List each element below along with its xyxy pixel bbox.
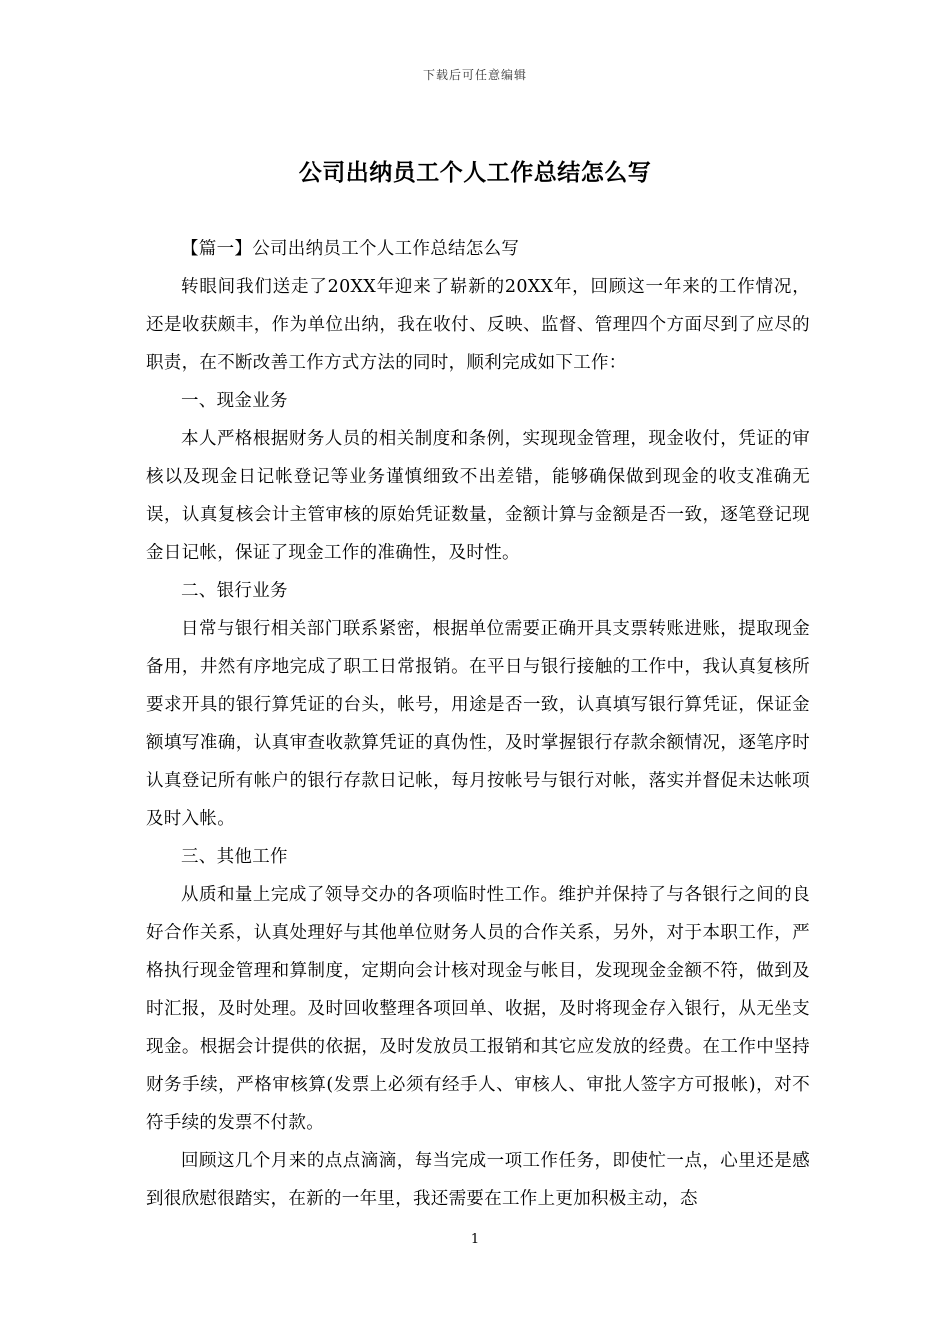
- section-heading-part-one: 【篇一】公司出纳员工个人工作总结怎么写: [181, 239, 520, 259]
- section-heading-cash: 一、现金业务: [181, 391, 288, 411]
- page-number: 1: [470, 1232, 480, 1247]
- document-title: 公司出纳员工个人工作总结怎么写: [298, 160, 652, 186]
- other-paragraph: 从质和量上完成了领导交办的各项临时性工作。维护并保持了与各银行之间的良好合作关系，认真处理好与其他单位财务人员的合作关系，另外，对于本职工作，严格执行现金管理和算制度，定期向会计核对现金与帐目，发现现金金额不符，做到及时汇报，及时处理。及时回收整理各项回单、收据，及时将现金存入银行，从无坐支现金。根据会计提供的依据，及时发放员工报销和其它应发放的经费。在工作中坚持财务手续，严格审核算(发票上必须有经手人、审核人、审批人签字方可报帐)，对不符手续的发票不付款。: [146, 885, 810, 1133]
- intro-paragraph: 转眼间我们送走了20XX年迎来了崭新的20XX年，回顾这一年来的工作情况，还是收获颇丰，作为单位出纳，我在收付、反映、监督、管理四个方面尽到了应尽的职责，在不断改善工作方式方法的同时，顺利完成如下工作：: [146, 277, 810, 373]
- section-heading-bank: 二、银行业务: [181, 581, 288, 601]
- section-heading-other: 三、其他工作: [181, 847, 288, 867]
- bank-paragraph: 日常与银行相关部门联系紧密，根据单位需要正确开具支票转账进账，提取现金备用，井然有序地完成了职工日常报销。在平日与银行接触的工作中，我认真复核所要求开具的银行算凭证的台头，帐号，用途是否一致，认真填写银行算凭证，保证金额填写准确，认真审查收款算凭证的真伪性，及时掌握银行存款余额情况，逐笔序时认真登记所有帐户的银行存款日记帐，每月按帐号与银行对帐，落实并督促未达帐项及时入帐。: [146, 619, 810, 829]
- cash-paragraph: 本人严格根据财务人员的相关制度和条例，实现现金管理，现金收付，凭证的审核以及现金日记帐登记等业务谨慎细致不出差错，能够确保做到现金的收支准确无误，认真复核会计主管审核的原始凭证数量，金额计算与金额是否一致，逐笔登记现金日记帐，保证了现金工作的准确性，及时性。: [146, 429, 810, 563]
- header-note: 下载后可任意编辑: [422, 68, 527, 82]
- document-body: [146, 230, 810, 1218]
- review-paragraph: 回顾这几个月来的点点滴滴，每当完成一项工作任务，即使忙一点，心里还是感到很欣慰很踏实，在新的一年里，我还需要在工作上更加积极主动，态: [146, 1151, 810, 1209]
